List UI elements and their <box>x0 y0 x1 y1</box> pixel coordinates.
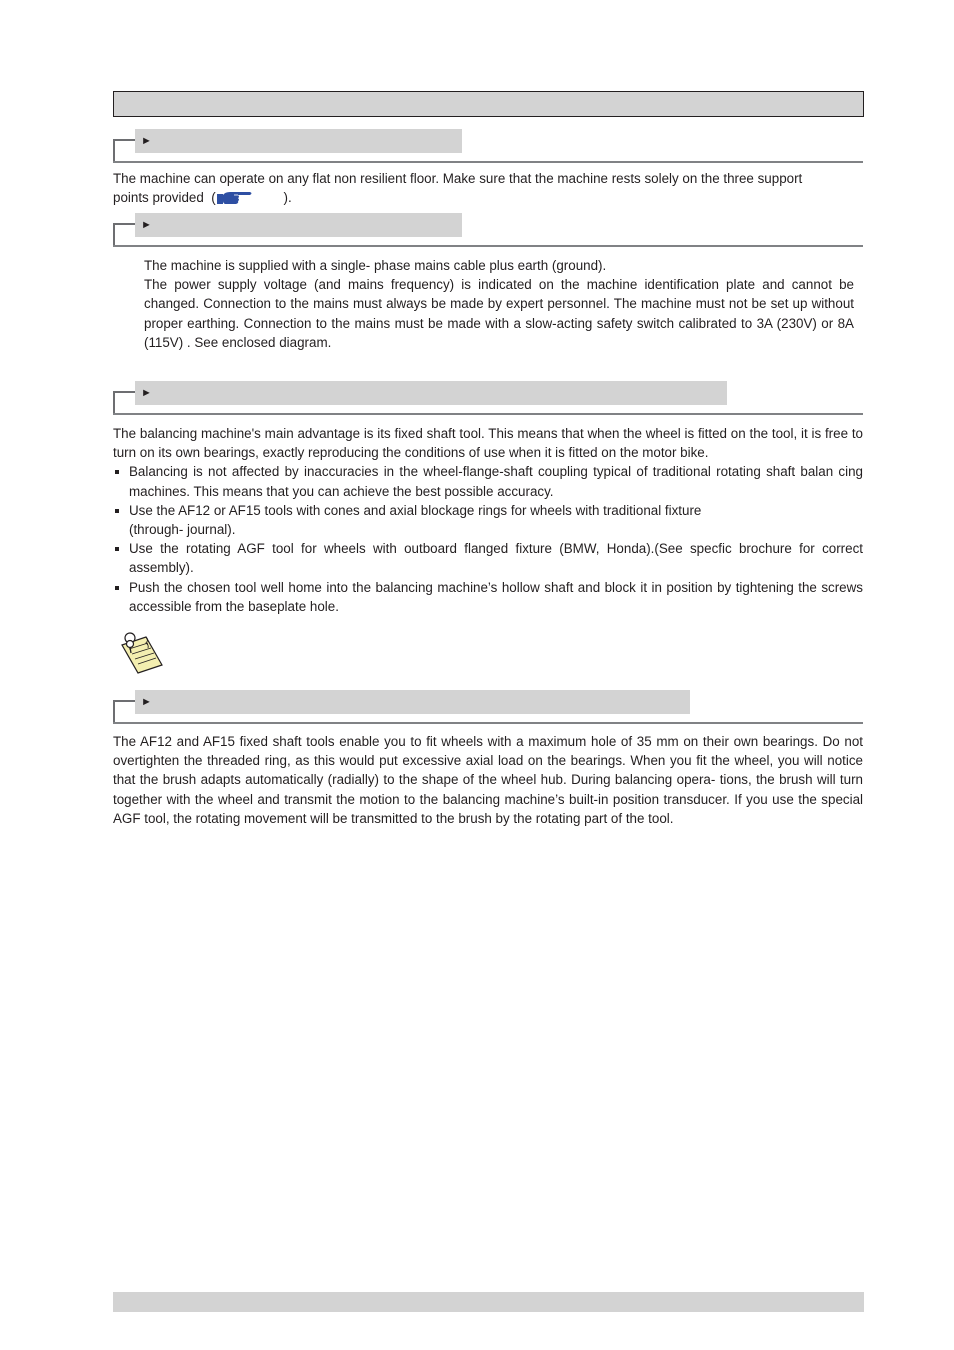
section-2-body <box>144 256 854 352</box>
list-item: Balancing is not affected by inaccuracies in the wheel-flange-shaft coupling typical of traditional rotating shaft balan cing machines. This means that you can achieve the best possible accuracy. <box>113 462 863 500</box>
tail-before: points provided ( <box>113 190 216 206</box>
section-bracket <box>113 139 135 161</box>
section-1-body <box>113 169 863 211</box>
section-header-electrical <box>113 213 863 247</box>
section-title-bar <box>135 129 462 153</box>
section-1-paragraph: The machine can operate on any flat non resilient floor. Make sure that the machine rests solely on the three support <box>113 171 803 186</box>
section-3-bullets <box>113 462 863 616</box>
note-pin-icon <box>116 631 166 677</box>
section-rule <box>113 245 863 247</box>
section-header-installation <box>113 129 863 163</box>
section-3-body <box>113 424 863 616</box>
section-title-bar <box>135 690 690 714</box>
section-title-bar <box>135 213 462 237</box>
section-2-line-1: The machine is supplied with a single- phase mains cable plus earth (ground). <box>144 258 607 273</box>
section-4-paragraph: The AF12 and AF15 fixed shaft tools enable you to fit wheels with a maximum hole of 35 mm on their own bearings. Do not overtighten the threaded ring, as this would put excessive axial load on the bearings. When you fit the wheel, you will notice that the brush adapts automatically (radially) to the shape of the wheel hub. During balancing opera- tions, the brush will turn together with the wheel and transmit the motion to the balancing machine’s built-in position transducer. If you use the special AGF tool, the rotating movement will be transmitted to the brush by the rotating part of the tool. <box>113 734 863 826</box>
section-rule <box>113 722 863 724</box>
section-arrow-icon: ► <box>141 135 152 147</box>
list-item-text: Use the AF12 or AF15 tools with cones and axial blockage rings for wheels with traditional fixture <box>129 502 702 518</box>
section-arrow-icon: ► <box>141 696 152 708</box>
list-item: Use the rotating AGF tool for wheels with outboard flanged fixture (BMW, Honda).(See specfic brochure for correct assembly). <box>113 539 863 577</box>
section-title-bar <box>135 381 727 405</box>
list-item <box>113 501 863 539</box>
section-bracket <box>113 700 135 722</box>
tail-after: ). <box>253 190 292 206</box>
section-4-body <box>113 732 863 828</box>
section-arrow-icon: ► <box>141 219 152 231</box>
section-header-tools <box>113 381 863 415</box>
section-2-line-2: The power supply voltage (and mains frequency) is indicated on the machine identification plate and cannot be changed. Connection to the mains must always be made by expert personnel. The machine must not be set up without proper earthing. Connection to the mains must be made with a slow-acting safety switch calibrated to 3A (230V) or 8A (115V) . See enclosed diagram. <box>144 277 854 350</box>
section-1-paragraph-tail <box>113 188 863 211</box>
section-3-paragraph: The balancing machine's main advantage is its fixed shaft tool. This means that when the wheel is fitted on the tool, it is free to turn on its own bearings, exactly reproducing the conditions of use when it is fitted on the motor bike. <box>113 426 863 461</box>
list-item-text-cont: (through- journal). <box>129 522 236 538</box>
section-rule <box>113 413 863 415</box>
pointing-hand-icon <box>216 188 254 211</box>
section-bracket <box>113 223 135 245</box>
section-header-fixed-shaft <box>113 690 863 724</box>
page-header-bar <box>113 91 864 117</box>
section-arrow-icon: ► <box>141 387 152 399</box>
page-footer-bar <box>113 1292 864 1312</box>
section-bracket <box>113 391 135 413</box>
section-rule <box>113 161 863 163</box>
list-item: Push the chosen tool well home into the balancing machine’s hollow shaft and block it in position by tightening the screws accessible from the baseplate hole. <box>113 578 863 616</box>
